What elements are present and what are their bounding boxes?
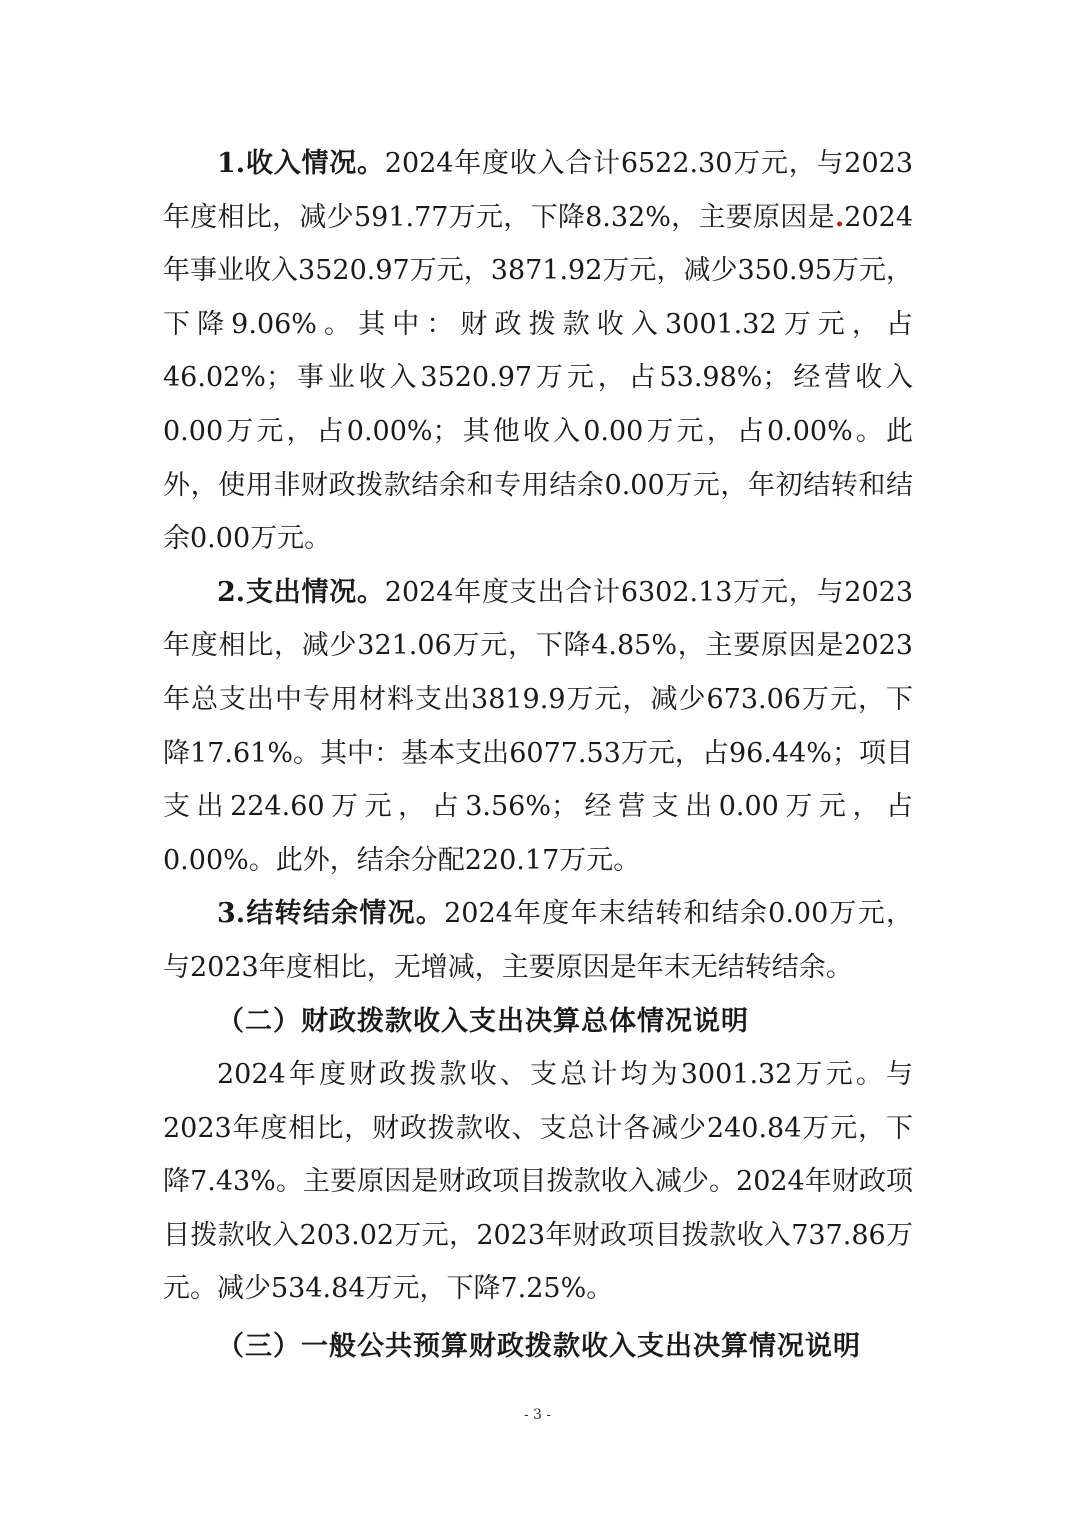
balance-text: 2024年度年末结转和结余0.00万元，与2023年度相比，无增减，主要原因是年末无结转结余。 <box>163 898 913 983</box>
paragraph-balance <box>163 887 913 994</box>
document-body <box>163 137 913 1374</box>
section3-heading: （三）一般公共预算财政拨款收入支出决算情况说明 <box>217 1331 861 1363</box>
paragraph-section2: 2024年度财政拨款收、支总计均为3001.32万元。与2023年度相比，财政拨款收、支总计各减少240.84万元，下降7.43%。主要原因是财政项目拨款收入减少。2024年财政项目拨款收入203.02万元，2023年财政项目拨款收入737.86万元。减少534.84万元，下降7.25%。 <box>163 1059 913 1305</box>
paragraph-expense <box>163 566 913 888</box>
red-dot-mark: . <box>834 201 845 233</box>
income-text-part2: 2024年事业收入3520.97万元，3871.92万元，减少350.95万元，下降9.06%。其中：财政拨款收入3001.32万元，占46.02%；事业收入3520.97万元，占53.98%；经营收入0.00万元，占0.00%；其他收入0.00万元，占0.00%。此外，使用非财政拨款结余和专用结余0.00万元，年初结转和结余0.00万元。 <box>163 201 913 555</box>
paragraph-income <box>163 137 913 566</box>
income-title: 1.收入情况。 <box>217 148 385 179</box>
section2-heading: （二）财政拨款收入支出决算总体情况说明 <box>217 1005 749 1037</box>
income-text-part1: 2024年度收入合计6522.30万元，与2023年度相比，减少591.77万元，下降8.32%，主要原因是 <box>163 148 913 233</box>
balance-title: 3.结转结余情况。 <box>217 898 445 930</box>
expense-text: 2024年度支出合计6302.13万元，与2023年度相比，减少321.06万元，下降4.85%，主要原因是2023年总支出中专用材料支出3819.9万元，减少673.06万元，下降17.61%。其中：基本支出6077.53万元，占96.44%；项目支出224.60万元，占3.56%；经营支出0.00万元，占0.00%。此外，结余分配220.17万元。 <box>163 576 913 876</box>
page-number: - 3 - <box>523 1407 552 1423</box>
expense-title: 2.支出情况。 <box>217 576 385 608</box>
